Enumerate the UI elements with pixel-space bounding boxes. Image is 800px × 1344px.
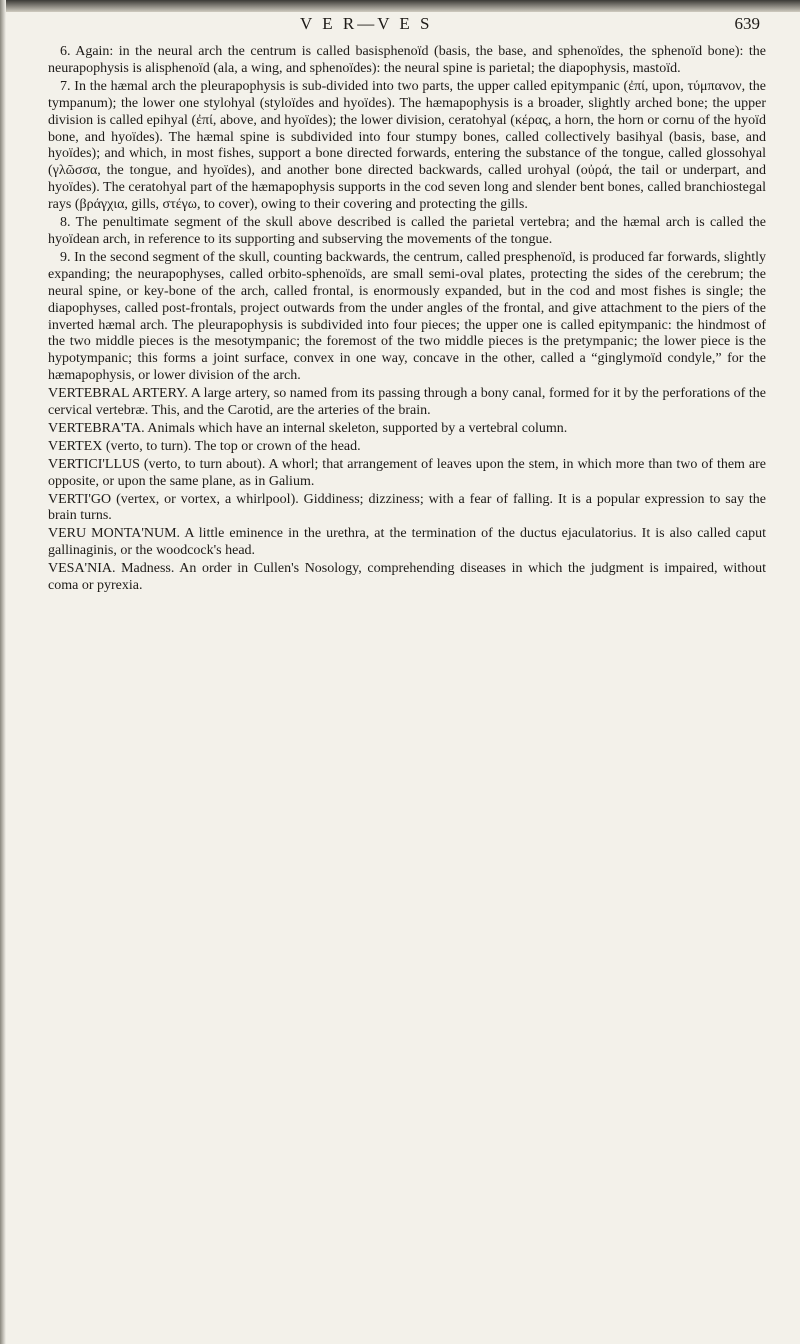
entry-vertex: VERTEX (verto, to turn). The top or crown of the head.	[48, 438, 361, 454]
entry-veru-montanum: VERU MONTA'NUM. A little eminence in the urethra, at the termination of the ductus ejaculatorius. It is also called caput gallinaginis, or the woodcock's head.	[48, 526, 766, 559]
page-header	[0, 14, 800, 38]
entry-verticillus: VERTICI'LLUS (verto, to turn about). A whorl; that arrangement of leaves upon the stem, in which more than two of them are opposite, or upon the same plane, as in Galium.	[48, 456, 766, 489]
paragraph-7: 7. In the hæmal arch the pleurapophysis is sub-divided into two parts, the upper called epitympanic (ἐπί, upon, τύμπανον, the tympanum); the lower one stylohyal (styloïdes and hyoïdes). The hæmapophysis is a broader, slightly arched bone; the upper division is called epihyal (ἐπί, above, and hyoïdes); the lower division, ceratohyal (κέρας, a horn, the horn or cornu of the hyoïd bone, and hyoïdes). The hæmal spine is subdivided into four stumpy bones, called collectively basihyal (basis, base, and hyoïdes); and which, in most fishes, support a bone directed forwards, entering the substance of the tongue, called glossohyal (γλῶσσα, the tongue, and hyoïdes), and another bone directed backwards, called urohyal (οὐρά, the tail or underpart, and hyoïdes). The ceratohyal part of the hæmapophysis supports in the cod seven long and slender bent bones, called branchiostegal rays (βράγχια, gills, στέγω, to cover), owing to their covering and protecting the gills.	[48, 78, 766, 213]
entry-vertebrata: VERTEBRA'TA. Animals which have an internal skeleton, supported by a vertebral column.	[48, 420, 568, 436]
scan-top-edge	[0, 0, 800, 12]
entry-vertigo: VERTI'GO (vertex, or vortex, a whirlpool). Giddiness; dizziness; with a fear of falling. It is a popular expression to say the brain turns.	[48, 491, 766, 524]
page-number: 639	[734, 14, 760, 33]
entry-vesania: VESA'NIA. Madness. An order in Cullen's Nosology, comprehending diseases in which the judgment is impaired, without coma or pyrexia.	[48, 561, 766, 594]
paragraph-6: 6. Again: in the neural arch the centrum is called basisphenoïd (basis, the base, and sphenoïdes, the sphenoïd bone): the neurapophysis is alisphenoïd (ala, a wing, and sphenoïdes): the neural spine is parietal; the diapophysis, mastoïd.	[48, 44, 766, 76]
running-head: V E R—V E S	[300, 14, 433, 33]
paragraph-9: 9. In the second segment of the skull, counting backwards, the centrum, called presphenoïd, is produced far forwards, slightly expanding; the neurapophyses, called orbito-sphenoïds, are small semi-oval plates, protecting the sides of the cerebrum; the neural spine, or key-bone of the arch, called frontal, is enormously expanded, but in the cod and most fishes is single; the diapophyses, called post-frontals, project outwards from the under angles of the frontal, and give attachment to the piers of the inverted hæmal arch. The pleurapophysis is subdivided into four pieces; the upper one is called epitympanic: the hindmost of the two middle pieces is the mesotympanic; the foremost of the two middle pieces is the pretympanic; the lower piece is the hypotympanic; this forms a joint surface, convex in one way, concave in the other, called a “ginglymoïd condyle,” for the hæmapophysis, or lower division of the arch.	[48, 249, 766, 384]
entry-vertebral-artery: VERTEBRAL ARTERY. A large artery, so named from its passing through a bony canal, formed for it by the perforations of the cervical vertebræ. This, and the Carotid, are the arteries of the brain.	[48, 386, 766, 419]
scan-left-edge	[0, 0, 6, 1344]
page-body	[48, 44, 766, 1334]
paragraph-8: 8. The penultimate segment of the skull above described is called the parietal vertebra; and the hæmal arch is called the hyoïdean arch, in reference to its supporting and subserving the movements of the tongue.	[48, 215, 766, 247]
